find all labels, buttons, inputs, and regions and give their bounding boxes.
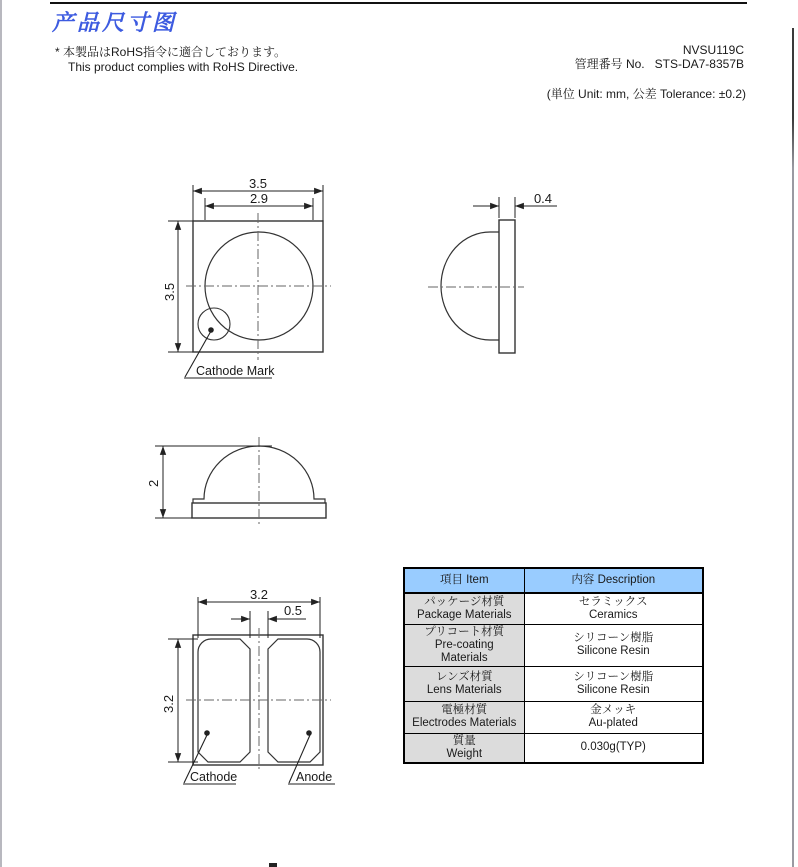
item-line: パッケージ材質 (424, 595, 505, 608)
rohs-note-jp: * 本製品はRoHS指令に適合しております。 (55, 45, 287, 59)
dim-pad-gap-value: 0.5 (283, 603, 303, 618)
item-line: プリコート材質 (424, 625, 505, 638)
description-cell (524, 624, 703, 666)
item-cell (404, 624, 524, 666)
lens-dome-side (441, 232, 490, 340)
cathode-mark-circle (198, 308, 230, 340)
footer-partial-glyph (269, 863, 277, 867)
item-line: Electrodes Materials (412, 717, 517, 729)
front-view-drawing (146, 437, 326, 524)
item-line: Package Materials (416, 608, 512, 621)
dim-pad-gap (231, 603, 306, 638)
top-view-drawing (162, 176, 331, 378)
cathode-mark-label: Cathode Mark (196, 364, 275, 378)
item-cell (404, 733, 524, 763)
item-line: レンズ材質 (435, 670, 493, 683)
item-cell (404, 701, 524, 733)
table-header-description: 内容 Description (524, 568, 703, 593)
description-cell (524, 666, 703, 701)
item-line: Lens Materials (426, 683, 502, 696)
anode-pad-dot (306, 730, 312, 736)
dim-total-height-value: 2 (146, 479, 161, 487)
desc-line: Silicone Resin (576, 645, 650, 657)
cathode-leader (183, 735, 237, 784)
item-line: Materials (440, 651, 488, 664)
dim-pad-width-value: 3.2 (249, 587, 269, 602)
cathode-label: Cathode (190, 770, 238, 784)
cathode-mark-leader (184, 331, 275, 378)
item-line: Weight (446, 747, 483, 760)
desc-line: シリコーン樹脂 (573, 632, 654, 644)
desc-line: シリコーン樹脂 (573, 670, 654, 683)
desc-line: Au-plated (588, 717, 638, 729)
table-row-package (404, 593, 703, 624)
description-cell (524, 593, 703, 624)
control-number-value: STS-DA7-8357B (654, 57, 744, 71)
dim-lens-diameter-value: 2.9 (249, 191, 269, 206)
desc-line: 0.030g(TYP) (580, 741, 646, 754)
item-cell (404, 666, 524, 701)
table-header-row (404, 568, 703, 593)
rohs-note-en: This product complies with RoHS Directive. (68, 60, 299, 74)
table-row-electrodes (404, 701, 703, 733)
dim-thickness-value: 0.4 (533, 191, 553, 206)
materials-table (403, 567, 704, 764)
control-number-label: 管理番号 No. (574, 57, 645, 71)
anode-label: Anode (296, 770, 333, 784)
desc-line: 金メッキ (590, 704, 637, 716)
side-view-drawing (428, 191, 557, 353)
item-line: 電極材質 (441, 704, 488, 716)
bottom-view-drawing (161, 587, 335, 784)
dim-outer-height-value: 3.5 (162, 282, 177, 301)
cathode-pad-dot (204, 730, 210, 736)
centerlines-bottom-view (186, 628, 331, 772)
description-cell (524, 733, 703, 763)
anode-leader (288, 735, 335, 784)
centerlines-top-view (186, 213, 331, 360)
dim-lens-diameter (205, 191, 313, 220)
item-line: Pre-coating (434, 638, 494, 651)
dim-thickness (473, 191, 557, 218)
part-number: NVSU119C (682, 43, 744, 57)
lens-flange-side (490, 232, 499, 340)
dim-pad-height-value: 3.2 (161, 694, 176, 713)
unit-tolerance-note: (単位 Unit: mm, 公差 Tolerance: ±0.2) (546, 87, 746, 101)
item-line: 質量 (452, 734, 476, 747)
table-row-precoating (404, 624, 703, 666)
dim-total-height (146, 446, 272, 518)
page-title: 产品尺寸图 (52, 10, 178, 36)
desc-line: Silicone Resin (576, 683, 650, 696)
table-row-lens (404, 666, 703, 701)
dim-outer-width-value: 3.5 (248, 176, 268, 191)
table-row-weight (404, 733, 703, 763)
desc-line: セラミックス (578, 595, 648, 608)
item-cell (404, 593, 524, 624)
description-cell (524, 701, 703, 733)
table-header-item: 項目 Item (404, 568, 524, 593)
desc-line: Ceramics (588, 608, 638, 621)
